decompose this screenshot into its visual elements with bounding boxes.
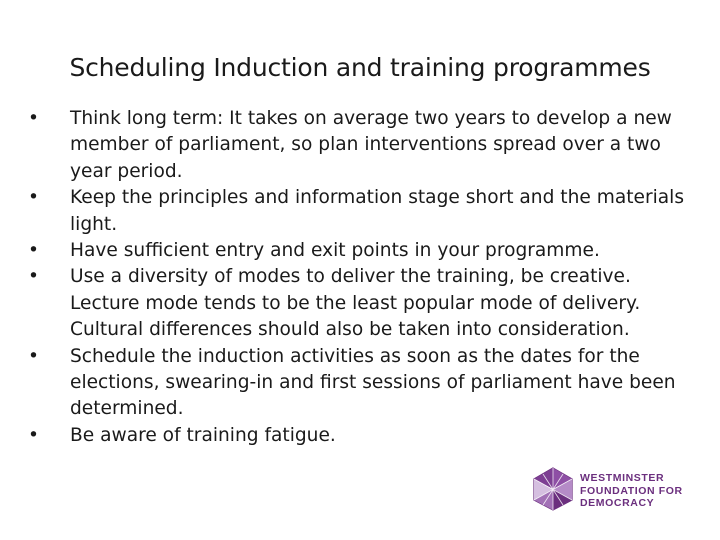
- bullet-text: Schedule the induction activities as soon as the dates for the elections, swearing-in and first sessions of parliament have been determined.: [70, 345, 676, 420]
- logo-text: [580, 472, 683, 510]
- bullet-item: [26, 238, 691, 264]
- slide-title: Scheduling Induction and training programmes: [69, 53, 651, 82]
- bullet-item: [26, 423, 691, 449]
- bullet-item: [26, 106, 691, 185]
- bullet-item: [26, 185, 691, 238]
- bullet-dot: •: [28, 345, 39, 367]
- logo-line-2: FOUNDATION FOR: [580, 484, 683, 497]
- bullet-dot: •: [28, 240, 39, 262]
- bullet-item: [26, 264, 691, 343]
- logo-line-3: DEMOCRACY: [580, 497, 655, 509]
- geometric-network-logo-icon: [530, 466, 576, 512]
- bullet-dot: •: [28, 108, 39, 129]
- logo-line-1: WESTMINSTER: [580, 472, 665, 484]
- bullet-item: [26, 344, 691, 423]
- bullet-text: Have sufficient entry and exit points in your programme.: [70, 240, 600, 262]
- bullet-dot: •: [28, 187, 39, 209]
- bullet-text: Keep the principles and information stage short and the materials light.: [70, 187, 685, 235]
- bullet-text: Be aware of training fatigue.: [70, 424, 336, 446]
- bullet-dot: •: [28, 266, 39, 288]
- wfd-logo: [530, 466, 690, 516]
- bullet-list: [26, 106, 691, 449]
- bullet-text: Think long term: It takes on average two years to develop a new member of parliament, so plan interventions spread over a two year period.: [70, 108, 672, 182]
- bullet-text: Use a diversity of modes to deliver the training, be creative. Lecture mode tends to be the least popular mode of delivery. Cultural differences should also be taken into consideration.: [70, 266, 641, 341]
- bullet-dot: •: [28, 424, 39, 446]
